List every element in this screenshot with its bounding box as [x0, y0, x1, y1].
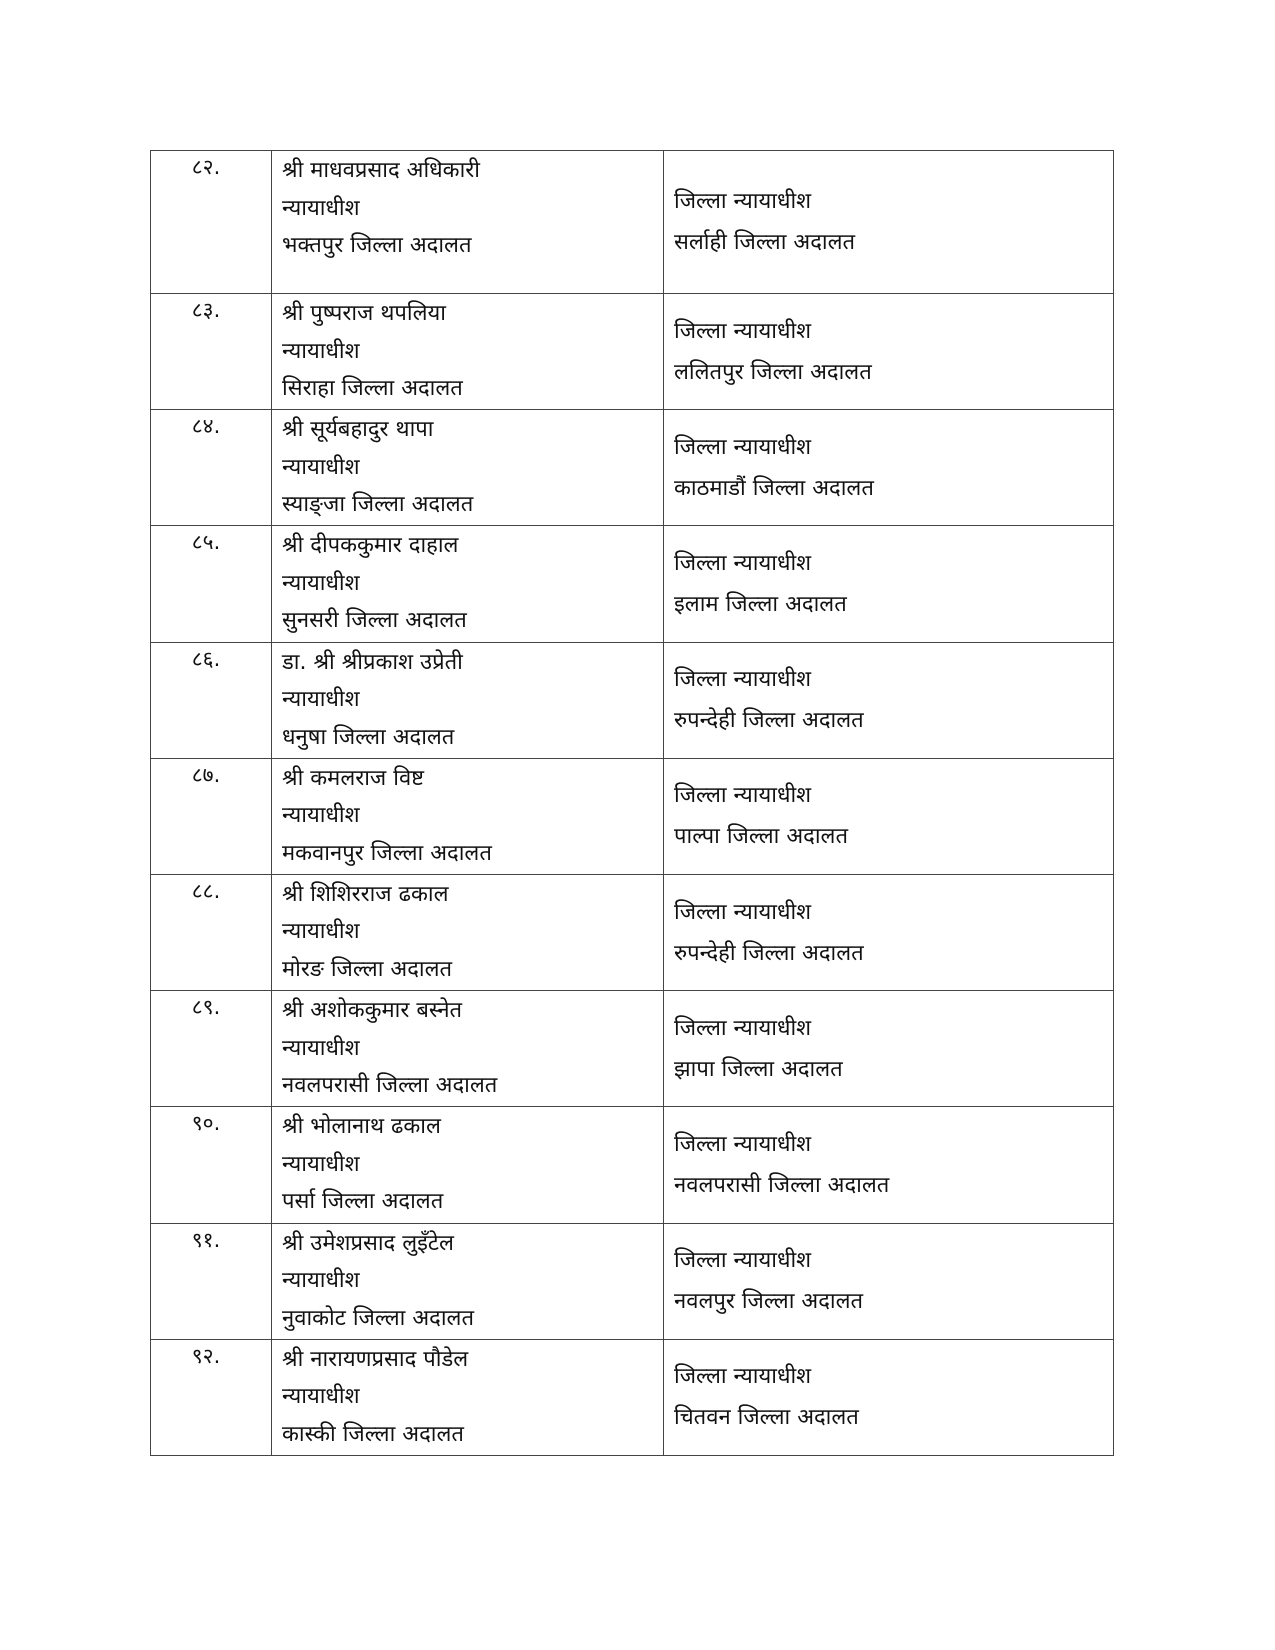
new-posting-cell: [664, 410, 1114, 526]
new-position: जिल्ला न्यायाधीश: [674, 1364, 812, 1390]
current-position: न्यायाधीश: [282, 1035, 360, 1061]
new-court: सर्लाही जिल्ला अदालत: [674, 230, 856, 255]
current-posting-cell: [272, 526, 664, 642]
current-posting-cell: [272, 642, 664, 758]
judge-name: श्री कमलराज विष्ट: [282, 765, 425, 791]
table-row: [151, 642, 1114, 758]
judge-name: श्री माधवप्रसाद अधिकारी: [282, 158, 480, 183]
new-court: चितवन जिल्ला अदालत: [674, 1405, 859, 1431]
new-court: काठमाडौं जिल्ला अदालत: [674, 475, 874, 501]
current-court: सिराहा जिल्ला अदालत: [282, 376, 463, 401]
new-posting-cell: [664, 294, 1114, 410]
new-court: रुपन्देही जिल्ला अदालत: [674, 940, 864, 966]
serial-number: ९२.: [151, 1339, 272, 1455]
serial-number: ८४.: [151, 410, 272, 526]
current-position: न्यायाधीश: [282, 687, 360, 713]
table-row: [151, 1339, 1114, 1455]
new-position: जिल्ला न्यायाधीश: [674, 783, 812, 809]
serial-number: ८५.: [151, 526, 272, 642]
new-position: जिल्ला न्यायाधीश: [674, 1131, 812, 1157]
current-posting-cell: [272, 758, 664, 874]
serial-number: ८३.: [151, 294, 272, 410]
current-posting-cell: [272, 151, 664, 294]
table-row: [151, 410, 1114, 526]
current-court: मोरङ जिल्ला अदालत: [282, 956, 453, 982]
judge-name: श्री शिशिरराज ढकाल: [282, 881, 449, 907]
new-position: जिल्ला न्यायाधीश: [674, 189, 812, 214]
current-position: न्यायाधीश: [282, 803, 360, 829]
table-row: [151, 874, 1114, 990]
table-row: [151, 758, 1114, 874]
current-court: धनुषा जिल्ला अदालत: [282, 724, 455, 750]
table-row: [151, 1107, 1114, 1223]
judge-name: श्री सूर्यबहादुर थापा: [282, 417, 434, 443]
new-position: जिल्ला न्यायाधीश: [674, 434, 812, 460]
current-court: स्याङ्जा जिल्ला अदालत: [282, 492, 474, 518]
serial-number: ८६.: [151, 642, 272, 758]
current-position: न्यायाधीश: [282, 1384, 360, 1410]
new-posting-cell: [664, 1223, 1114, 1339]
new-court: झापा जिल्ला अदालत: [674, 1056, 843, 1082]
serial-number: ९०.: [151, 1107, 272, 1223]
serial-number: ८८.: [151, 874, 272, 990]
new-court: पाल्पा जिल्ला अदालत: [674, 824, 849, 850]
new-position: जिल्ला न्यायाधीश: [674, 667, 812, 693]
new-posting-cell: [664, 151, 1114, 294]
table-row: [151, 526, 1114, 642]
new-position: जिल्ला न्यायाधीश: [674, 1015, 812, 1041]
current-court: नवलपरासी जिल्ला अदालत: [282, 1073, 498, 1099]
new-posting-cell: [664, 642, 1114, 758]
new-position: जिल्ला न्यायाधीश: [674, 1248, 812, 1274]
new-court: रुपन्देही जिल्ला अदालत: [674, 708, 864, 734]
current-court: मकवानपुर जिल्ला अदालत: [282, 840, 492, 866]
current-posting-cell: [272, 874, 664, 990]
serial-number: ९१.: [151, 1223, 272, 1339]
current-position: न्यायाधीश: [282, 570, 360, 596]
new-posting-cell: [664, 1339, 1114, 1455]
serial-number: ८२.: [151, 151, 272, 294]
current-posting-cell: [272, 294, 664, 410]
current-court: पर्सा जिल्ला अदालत: [282, 1189, 444, 1215]
current-posting-cell: [272, 410, 664, 526]
current-posting-cell: [272, 1339, 664, 1455]
current-court: सुनसरी जिल्ला अदालत: [282, 608, 467, 634]
current-position: न्यायाधीश: [282, 1268, 360, 1293]
new-posting-cell: [664, 758, 1114, 874]
new-posting-cell: [664, 991, 1114, 1107]
new-position: जिल्ला न्यायाधीश: [674, 550, 812, 576]
table-body: [151, 151, 1114, 1456]
table-row: [151, 1223, 1114, 1339]
new-posting-cell: [664, 526, 1114, 642]
new-court: ललितपुर जिल्ला अदालत: [674, 359, 872, 385]
current-court: भक्तपुर जिल्ला अदालत: [282, 233, 472, 258]
current-position: न्यायाधीश: [282, 338, 360, 364]
serial-number: ८७.: [151, 758, 272, 874]
new-position: जिल्ला न्यायाधीश: [674, 318, 812, 344]
new-posting-cell: [664, 874, 1114, 990]
table-row: [151, 991, 1114, 1107]
current-court: नुवाकोट जिल्ला अदालत: [282, 1305, 475, 1331]
current-position: न्यायाधीश: [282, 1151, 360, 1177]
new-court: नवलपरासी जिल्ला अदालत: [674, 1172, 890, 1198]
table-row: [151, 294, 1114, 410]
judge-name: श्री दीपककुमार दाहाल: [282, 533, 459, 559]
new-court: नवलपुर जिल्ला अदालत: [674, 1289, 864, 1315]
table-row: [151, 151, 1114, 294]
current-position: न्यायाधीश: [282, 919, 360, 945]
current-posting-cell: [272, 991, 664, 1107]
judge-name: श्री अशोककुमार बस्नेत: [282, 998, 463, 1024]
judge-name: श्री भोलानाथ ढकाल: [282, 1114, 441, 1140]
current-position: न्यायाधीश: [282, 454, 360, 480]
judge-name: डा. श्री श्रीप्रकाश उप्रेती: [282, 649, 463, 675]
judge-name: श्री पुष्पराज थपलिया: [282, 301, 446, 326]
new-position: जिल्ला न्यायाधीश: [674, 899, 812, 925]
new-posting-cell: [664, 1107, 1114, 1223]
current-court: कास्की जिल्ला अदालत: [282, 1421, 464, 1447]
serial-number: ८९.: [151, 991, 272, 1107]
current-position: न्यायाधीश: [282, 195, 360, 221]
current-posting-cell: [272, 1107, 664, 1223]
judge-name: श्री उमेशप्रसाद लुइँटेल: [282, 1230, 454, 1256]
current-posting-cell: [272, 1223, 664, 1339]
new-court: इलाम जिल्ला अदालत: [674, 591, 847, 617]
transfer-table: [150, 150, 1114, 1456]
judge-name: श्री नारायणप्रसाद पौडेल: [282, 1346, 469, 1372]
